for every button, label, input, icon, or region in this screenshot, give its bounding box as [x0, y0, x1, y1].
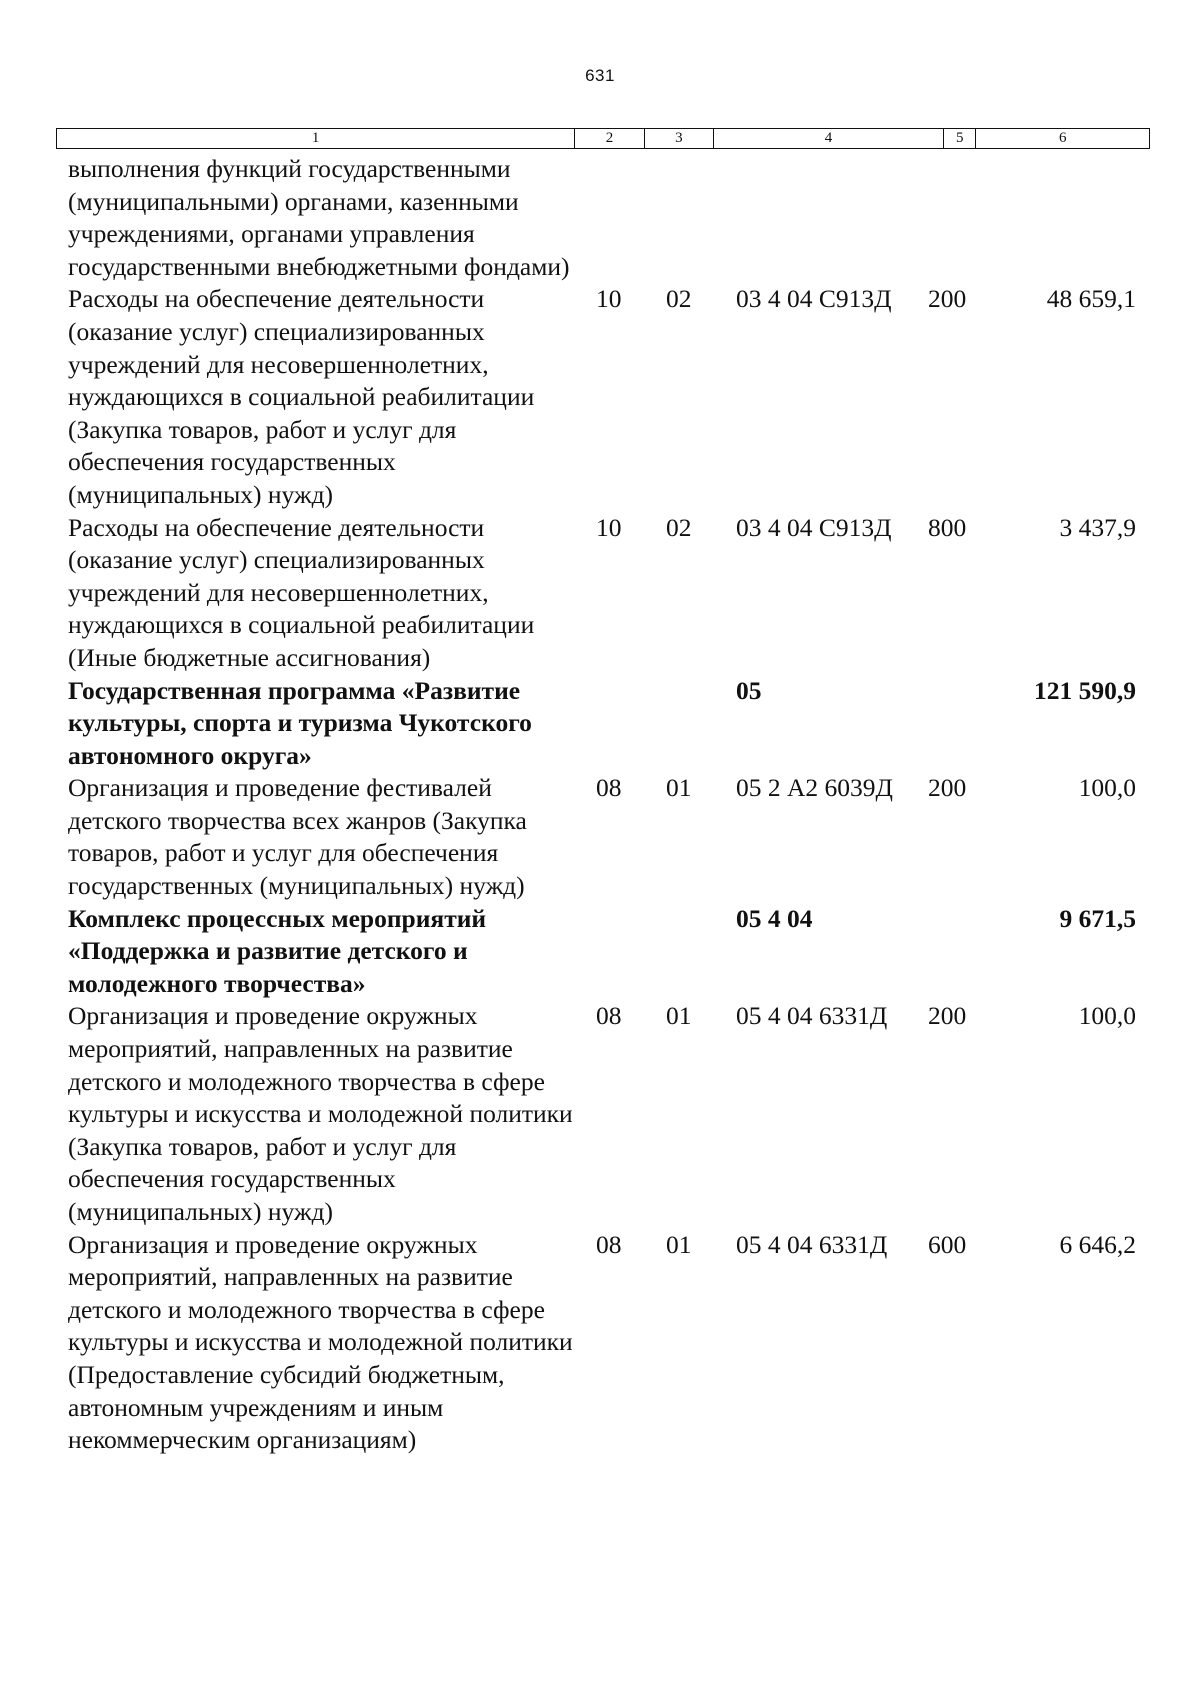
table-row-program: [68, 675, 1148, 773]
row-amount: 121 590,9: [1034, 675, 1136, 705]
column-number-3: 3: [644, 129, 713, 149]
row-description: Расходы на обеспечение деятельности (оказание услуг) специализированных учреждений для несовершеннолетних, нуждающихся в социальной реабилитации (Иные бюджетные ассигнования): [68, 512, 535, 672]
table-row: [68, 1229, 1148, 1457]
column-number-4: 4: [714, 129, 944, 149]
row-amount: 3 437,9: [1059, 512, 1136, 542]
row-amount: 9 671,5: [1059, 903, 1136, 933]
row-description: Расходы на обеспечение деятельности (оказание услуг) специализированных учреждений для несовершеннолетних, нуждающихся в социальной реабилитации (Закупка товаров, работ и услуг для обеспечения государственных (муниципальных) нужд): [68, 284, 535, 509]
column-number-1: 1: [57, 129, 575, 149]
row-section: 10: [596, 284, 622, 314]
column-number-6: 6: [976, 129, 1150, 149]
row-subsection: 02: [666, 284, 692, 314]
column-number-header: [56, 128, 1150, 149]
row-section: 08: [596, 773, 622, 803]
row-target-article: 05 2 А2 6039Д: [736, 773, 893, 803]
table-row: [68, 153, 1148, 283]
row-expense-type: 200: [928, 284, 967, 314]
row-description: Организация и проведение окружных мероприятий, направленных на развитие детского и молодежного творчества в сфере культуры и искусства и молодежной политики (Предоставление субсидий бюджетным, автономным учреждениям и иным некоммерческим организациям): [68, 1229, 573, 1455]
row-section: 10: [596, 512, 622, 542]
row-section: 08: [596, 1001, 622, 1031]
row-expense-type: 200: [928, 1001, 967, 1031]
row-expense-type: 200: [928, 773, 967, 803]
row-description: Комплекс процессных мероприятий «Поддержка и развитие детского и молодежного творчества»: [68, 903, 487, 998]
row-expense-type: 800: [928, 512, 967, 542]
row-description: выполнения функций государственными (муниципальными) органами, казенными учреждениями, органами управления государственными внебюджетными фондами): [68, 154, 570, 281]
row-target-article: 05 4 04 6331Д: [736, 1001, 888, 1031]
column-number-2: 2: [575, 129, 644, 149]
row-target-article: 03 4 04 С913Д: [736, 284, 892, 314]
table-row-complex: [68, 903, 1148, 1001]
row-amount: 48 659,1: [1046, 284, 1136, 314]
row-target-article: 05: [736, 675, 762, 705]
row-subsection: 01: [666, 1229, 692, 1259]
row-description: Организация и проведение окружных мероприятий, направленных на развитие детского и молодежного творчества в сфере культуры и искусства и молодежной политики (Закупка товаров, работ и услуг для обеспечения государственных (муниципальных) нужд): [68, 1001, 573, 1226]
column-number-5: 5: [943, 129, 976, 149]
row-description: Государственная программа «Развитие культуры, спорта и туризма Чукотского автономного округа»: [68, 675, 532, 770]
table-row: [68, 1000, 1148, 1228]
row-subsection: 01: [666, 773, 692, 803]
row-subsection: 02: [666, 512, 692, 542]
row-expense-type: 600: [928, 1229, 967, 1259]
row-amount: 6 646,2: [1059, 1229, 1136, 1259]
row-section: 08: [596, 1229, 622, 1259]
table-row: [68, 512, 1148, 675]
page-number: 631: [585, 66, 615, 85]
row-target-article: 03 4 04 С913Д: [736, 512, 892, 542]
budget-table-body: [68, 153, 1148, 1457]
row-amount: 100,0: [1078, 773, 1136, 803]
table-row: [68, 283, 1148, 511]
row-description: Организация и проведение фестивалей детского творчества всех жанров (Закупка товаров, работ и услуг для обеспечения государственных (муниципальных) нужд): [68, 773, 527, 901]
row-amount: 100,0: [1078, 1001, 1136, 1031]
table-row: [68, 772, 1148, 902]
row-target-article: 05 4 04: [736, 903, 813, 933]
row-subsection: 01: [666, 1001, 692, 1031]
row-target-article: 05 4 04 6331Д: [736, 1229, 888, 1259]
